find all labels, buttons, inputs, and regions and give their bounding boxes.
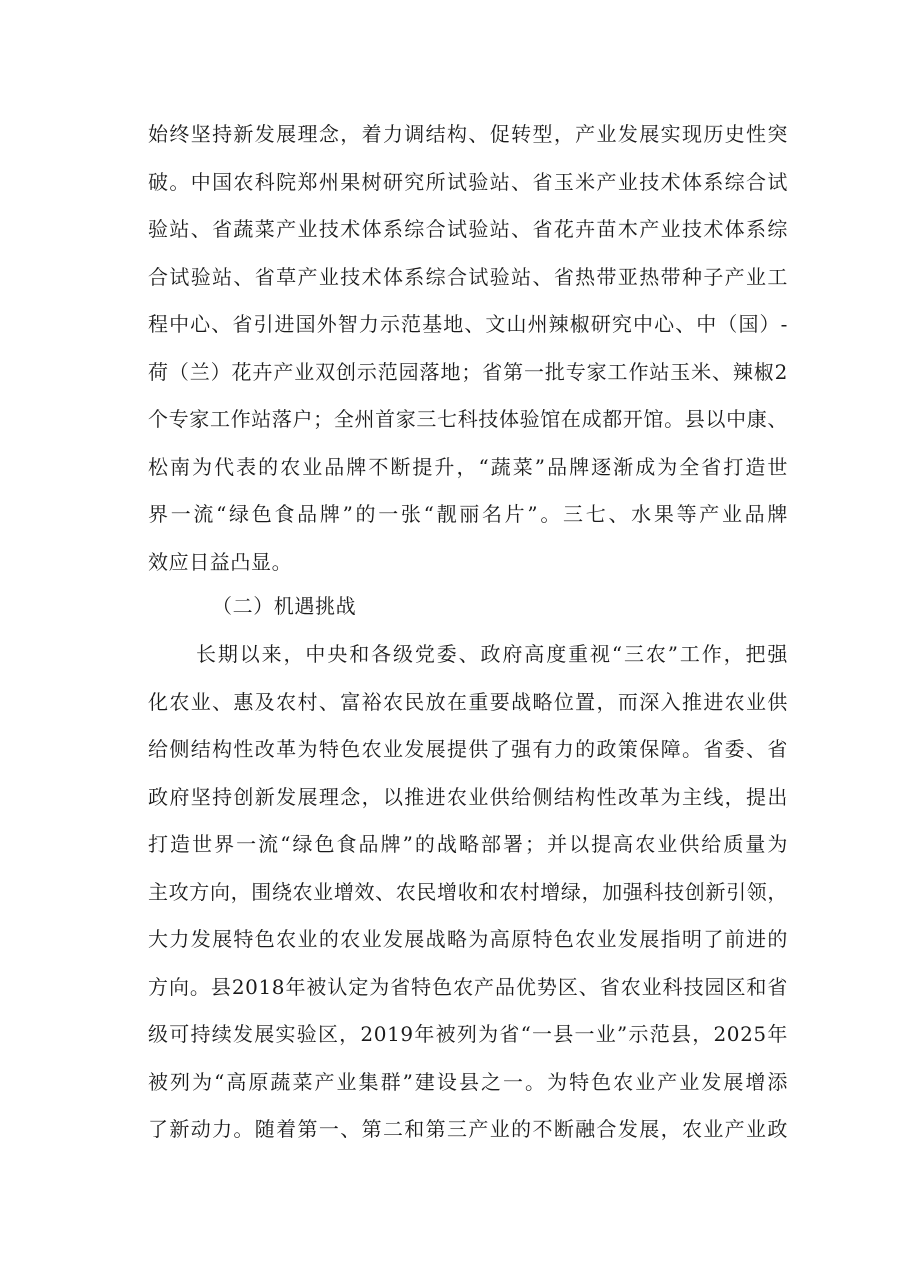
paragraph-line: 验站、省蔬菜产业技术体系综合试验站、省花卉苗木产业技术体系综: [148, 217, 788, 241]
section-heading-block: [148, 583, 788, 631]
paragraph-line: 个专家工作站落户；全州首家三七科技体验馆在成都开馆。县以中康、: [148, 407, 788, 431]
paragraph-line: 始终坚持新发展理念，着力调结构、促转型，产业发展实现历史性突: [148, 122, 788, 146]
paragraph-line: 效应日益凸显。: [148, 549, 293, 574]
paragraph-line: 松南为代表的农业品牌不断提升，“蔬菜”品牌逐渐成为全省打造世: [148, 454, 788, 479]
paragraph-line: 了新动力。随着第一、第二和第三产业的不断融合发展，农业产业政: [148, 1117, 788, 1141]
paragraph-line: 化农业、惠及农村、富裕农民放在重要战略位置，而深入推进农业供: [148, 689, 788, 714]
paragraph-line: 荷（兰）花卉产业双创示范园落地；省第一批专家工作站玉米、辣椒2: [148, 359, 788, 384]
paragraph-line: 大力发展特色农业的农业发展战略为高原特色农业发展指明了前进的: [148, 927, 788, 951]
section-heading: （二）机遇挑战: [212, 594, 357, 618]
paragraph-line: 破。中国农科院郑州果树研究所试验站、省玉米产业技术体系综合试: [148, 169, 788, 194]
paragraph-line: 政府坚持创新发展理念，以推进农业供给侧结构性改革为主线，提出: [148, 784, 788, 809]
paragraph-line: 打造世界一流“绿色食品牌”的战略部署；并以提高农业供给质量为: [148, 832, 788, 856]
paragraph-line: 长期以来，中央和各级党委、政府高度重视“三农”工作，把强: [196, 642, 788, 666]
paragraph-line: 界一流“绿色食品牌”的一张“靓丽名片”。三七、水果等产业品牌: [148, 502, 788, 526]
paragraph-line: 主攻方向，围绕农业增效、农民增收和农村增绿，加强科技创新引领，: [148, 879, 788, 904]
paragraph-line: 方向。县2018年被认定为省特色农产品优势区、省农业科技园区和省: [148, 974, 788, 999]
paragraph-line: 被列为“高原蔬菜产业集群”建设县之一。为特色农业产业发展增添: [148, 1069, 788, 1094]
paragraph-line: 给侧结构性改革为特色农业发展提供了强有力的政策保障。省委、省: [148, 737, 788, 761]
paragraph-achievements: [148, 111, 788, 586]
paragraph-opportunities: [148, 631, 788, 1154]
paragraph-line: 合试验站、省草产业技术体系综合试验站、省热带亚热带种子产业工: [148, 264, 788, 289]
paragraph-line: 程中心、省引进国外智力示范基地、文山州辣椒研究中心、中（国）-: [148, 312, 788, 336]
paragraph-line: 级可持续发展实验区，2019年被列为省“一县一业”示范县，2025年: [148, 1022, 788, 1046]
